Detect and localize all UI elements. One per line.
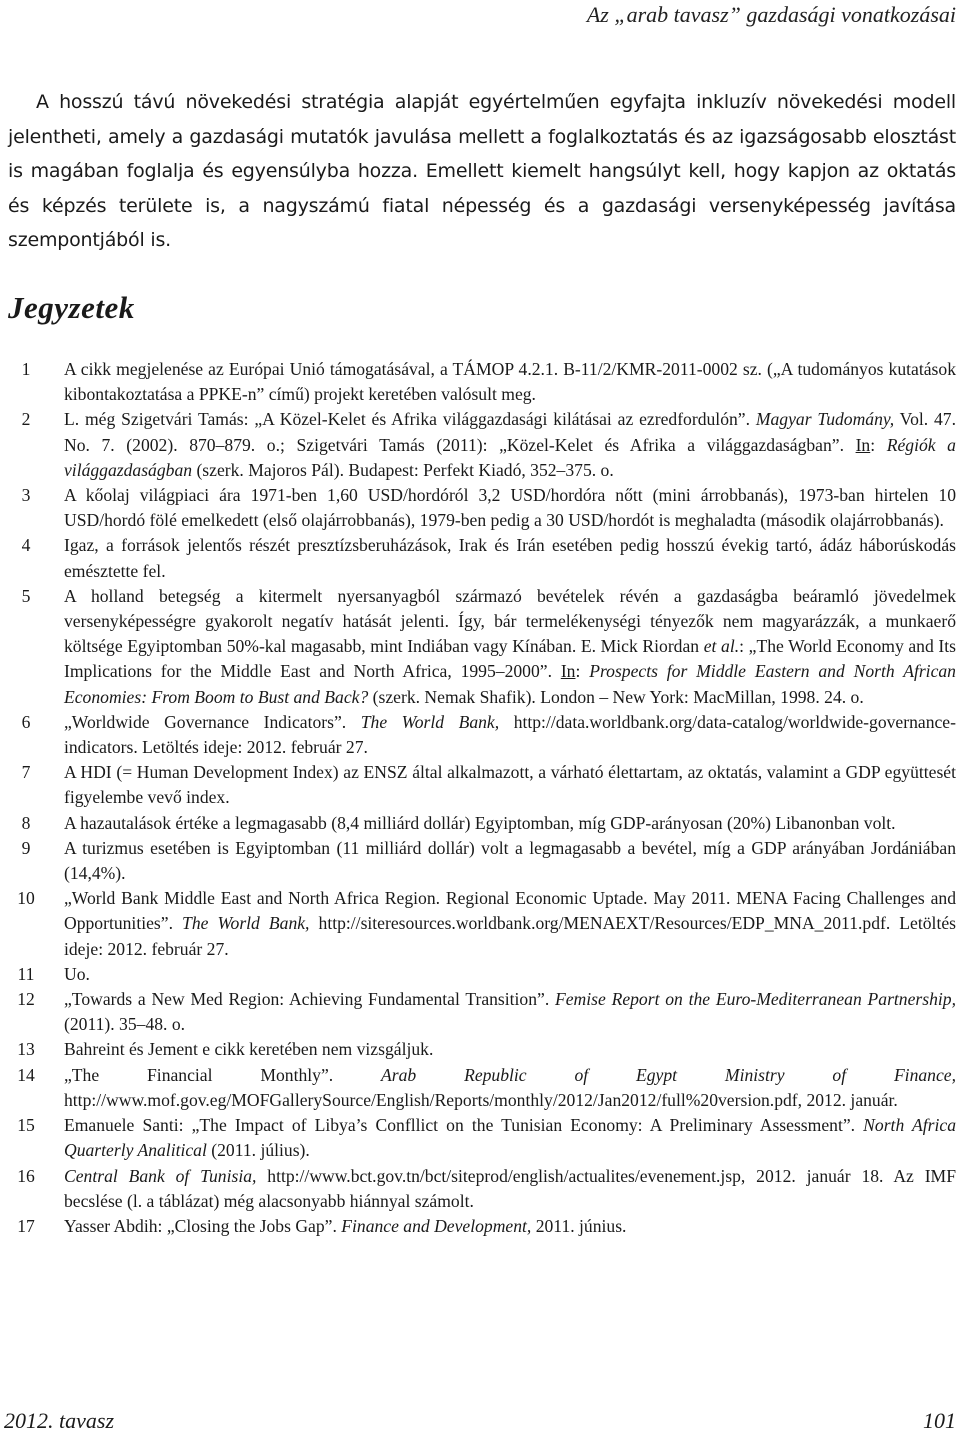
note-number: 10 [17,888,35,909]
note-number: 5 [21,585,31,606]
note-link[interactable]: http://www.mof.gov.eg/MOFGallerySource/English/Reports/monthly/2012/Jan2012/full%20version.pdf, 2012. január. [64,1089,898,1110]
note-5: 5 A holland betegség a kitermelt nyersanyagból származó bevételek révén a gazdaságba beáramló jövedelmek versenyképességre gyakorolt negatív hatását jelenti. Így, bár termelékenységi tényezők nem magyarázzák, a munkaerő költsége Egyiptomban 50%-kal magasabb, mint Indiában vagy Kínában. E. Mick Riordan et al.: „The World Economy and Its Implications for the Middle East and North Africa, 1995–2000”. In: Prospects for Middle Eastern and North African Economies: From Boom to Bust and Back? (szerk. Nemak Shafik). London – New York: MacMillan, 1998. 24. o. [8,584,956,710]
note-number: 8 [21,812,31,833]
body-paragraph [8,85,956,258]
note-3: 3 A kőolaj világpiaci ára 1971-ben 1,60 USD/hordóról 3,2 USD/hordóra nőtt (mini árrobbanás), 1973-ban hirtelen 10 USD/hordó fölé emelkedett (első olajárrobbanás), 1979-ben pedig a 30 USD/hordót is meghaladta (második olajárrobbanás). [8,483,956,533]
note-number: 3 [21,485,31,506]
note-link[interactable]: http://data.worldbank.org/data-catalog/worldwide-governance-indicators. Letöltés ideje: 2012. február 27. [64,711,956,758]
note-13: 13 Bahreint és Jement e cikk keretében nem vizsgáljuk. [8,1037,956,1062]
note-15: 15 Emanuele Santi: „The Impact of Libya’s Confllict on the Tunisian Economy: A Preliminary Assessment”. North Africa Quarterly Analitical (2011. július). [8,1113,956,1163]
note-7: 7 A HDI (= Human Development Index) az ENSZ által alkalmazott, a várható élettartam, az oktatás, valamint a GDP együttesét figyelembe vevő index. [8,760,956,810]
note-number: 13 [17,1039,35,1060]
note-number: 6 [21,711,31,732]
note-17: 17 Yasser Abdih: „Closing the Jobs Gap”. Finance and Development, 2011. június. [8,1214,956,1239]
note-6: 6 „Worldwide Governance Indicators”. The World Bank, http://data.worldbank.org/data-catalog/worldwide-governance-indicators. Letöltés ideje: 2012. február 27. [8,710,956,760]
body-paragraph-text: A hosszú távú növekedési stratégia alapját egyértelműen egyfajta inkluzív növekedési modell jelentheti, amely a gazdasági mutatók javulása mellett a foglalkoztatás és az igazságosabb elosztást is magában foglalja és egyensúlyba hozza. Emellett kiemelt hangsúlyt kell, hogy kapjon az oktatás és képzés területe is, a nagyszámú fiatal népesség és a gazdasági versenyképesség javítása szempontjából is. [8,91,956,251]
note-9: 9 A turizmus esetében is Egyiptomban (11 milliárd dollár) volt a legmagasabb a bevétel, míg a GDP arányában Jordániában (14,4%). [8,836,956,886]
note-4: 4 Igaz, a források jelentős részét presztízsberuházások, Irak és Irán esetében pedig hosszú évekig tartó, ádáz háborúskodás emésztette fel. [8,533,956,583]
note-11: 11 Uo. [8,962,956,987]
note-number: 16 [17,1165,35,1186]
note-number: 9 [21,837,31,858]
running-header: Az „arab tavasz” gazdasági vonatkozásai [586,2,956,27]
note-number: 1 [21,359,31,379]
note-link[interactable]: http://www.bct.gov.tn/bct/siteprod/english/actualites/evenement.jsp, 2012. január 18. Az IMF becslése (l. a táblázat) még alacsonyabb hiánnyal számolt. [64,1165,956,1211]
note-number: 15 [17,1115,35,1136]
footer-page-number: 101 [923,1408,956,1433]
note-number: 11 [17,963,35,984]
note-number: 2 [21,409,31,430]
note-number: 7 [21,762,31,783]
footer-issue: 2012. tavasz [4,1408,114,1433]
note-10: 10 „World Bank Middle East and North Africa Region. Regional Economic Uptade. May 2011. MENA Facing Challenges and Opportunities”. The World Bank, http://siteresources.worldbank.org/MENAEXT/Resources/EDP_MNA_2011.pdf. Letöltés ideje: 2012. február 27. [8,886,956,962]
note-link[interactable]: http://siteresources.worldbank.org/MENAEXT/Resources/EDP_MNA_2011.pdf. Letöltés ideje: 2012. február 27. [64,913,956,959]
note-12: 12 „Towards a New Med Region: Achieving Fundamental Transition”. Femise Report on the Euro-Mediterranean Partnership, (2011). 35–48. o. [8,987,956,1037]
notes-heading: Jegyzetek [8,290,135,325]
note-number: 14 [17,1064,35,1085]
note-16: 16 Central Bank of Tunisia, http://www.bct.gov.tn/bct/siteprod/english/actualites/evenement.jsp, 2012. január 18. Az IMF becslése (l. a táblázat) még alacsonyabb hiánnyal számolt. [8,1164,956,1214]
note-1: 1 A cikk megjelenése az Európai Unió támogatásával, a TÁMOP 4.2.1. B-11/2/KMR-2011-0002 sz. („A tudományos kutatások kibontakoztatása a PPKE-n” című) projekt keretében valósult meg. [8,357,956,407]
note-number: 4 [21,535,31,556]
notes-list [8,357,956,1239]
note-8: 8 A hazautalások értéke a legmagasabb (8,4 milliárd dollár) Egyiptomban, míg GDP-arányosan (20%) Libanonban volt. [8,811,956,836]
note-number: 12 [17,989,35,1010]
note-2: 2 L. még Szigetvári Tamás: „A Közel-Kelet és Afrika világgazdasági kilátásai az ezredfordulón”. Magyar Tudomány, Vol. 47. No. 7. (2002). 870–879. o.; Szigetvári Tamás (2011): „Közel-Kelet és Afrika a világgazdaságban”. In: Régiók a világgazdaságban (szerk. Majoros Pál). Budapest: Perfekt Kiadó, 352–375. o. [8,407,956,483]
note-14: 14 „The Financial Monthly”. Arab Republic of Egypt Ministry of Finance, http://www.mof.gov.eg/MOFGallerySource/English/Reports/monthly/2012/Jan2012/full%20version.pdf, 2012. január. [8,1063,956,1113]
note-number: 17 [17,1215,35,1236]
